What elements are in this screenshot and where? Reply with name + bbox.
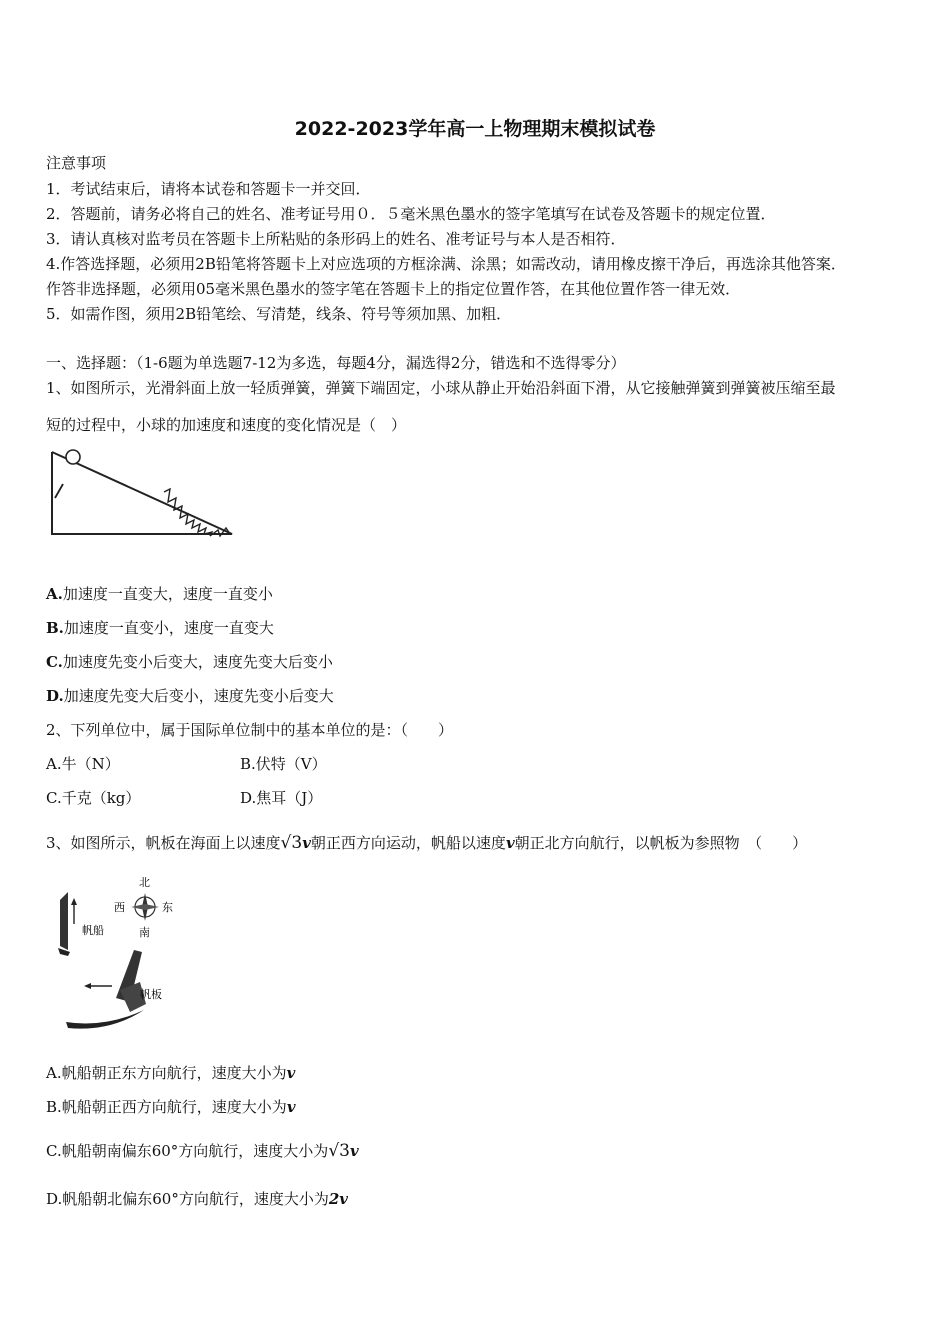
compass-icon — [131, 893, 159, 921]
ball — [66, 450, 80, 464]
q2-stem: 2、下列单位中，属于国际单位制中的基本单位的是：（ ） — [46, 721, 454, 739]
q2-option-d[interactable]: D.焦耳（J） — [240, 789, 323, 807]
q1-option-c[interactable]: C.加速度先变小后变大，速度先变大后变小 — [46, 653, 333, 671]
compass-north: 北 — [139, 876, 150, 889]
q2-option-c[interactable]: C.千克（kg） — [46, 789, 141, 807]
windsurf-label: 帆板 — [140, 988, 162, 1001]
q3-stem: 3、如图所示，帆板在海面上以速度√3v朝正西方向运动，帆船以速度v朝正北方向航行，以帆板为参照物 （ ） — [46, 833, 808, 853]
page-title: 2022-2023学年高一上物理期末模拟试卷 — [294, 118, 656, 140]
notice-item: 作答非选择题，必须用05毫米黑色墨水的签字笔在答题卡上的指定位置作答，在其他位置作答一律无效． — [46, 280, 741, 298]
q3-option-b[interactable]: B.帆船朝正西方向航行，速度大小为v — [46, 1098, 296, 1116]
notice-item: 5．如需作图，须用2B铅笔绘、写清楚，线条、符号等须加黑、加粗． — [46, 305, 512, 323]
sailboat-icon — [58, 892, 70, 956]
q1-stem: 1、如图所示，光滑斜面上放一轻质弹簧，弹簧下端固定，小球从静止开始沿斜面下滑，从它接触弹簧到弹簧被压缩至最 — [46, 379, 836, 397]
q1-option-a[interactable]: A.加速度一直变大，速度一直变小 — [46, 585, 273, 603]
q3-option-a[interactable]: A.帆船朝正东方向航行，速度大小为v — [46, 1064, 296, 1082]
sailboat-compass-figure — [50, 872, 200, 1032]
q2-option-b[interactable]: B.伏特（V） — [240, 755, 327, 773]
q3-option-d[interactable]: D.帆船朝北偏东60°方向航行，速度大小为2v — [46, 1190, 349, 1208]
notice-heading: 注意事项 — [46, 154, 107, 172]
q1-stem: 短的过程中，小球的加速度和速度的变化情况是（ ） — [46, 416, 407, 434]
compass-south: 南 — [139, 926, 150, 939]
windsurf-board-icon — [66, 950, 146, 1029]
compass-east: 东 — [162, 901, 173, 914]
sailboat-label: 帆船 — [82, 924, 104, 937]
notice-item: 4.作答选择题，必须用2B铅笔将答题卡上对应选项的方框涂满、涂黑；如需改动，请用橡皮擦干净后，再选涂其他答案． — [46, 255, 846, 273]
sqrt3-symbol: √3 — [328, 1141, 350, 1161]
q2-option-a[interactable]: A.牛（N） — [46, 755, 120, 773]
sqrt3-symbol: √3 — [280, 833, 303, 853]
notice-item: 1．考试结束后，请将本试卷和答题卡一并交回． — [46, 180, 371, 198]
incline-spring-figure — [46, 440, 241, 540]
q1-option-b[interactable]: B.加速度一直变小，速度一直变大 — [46, 619, 274, 637]
compass-west: 西 — [114, 901, 125, 914]
q3-option-c[interactable]: C.帆船朝南偏东60°方向航行，速度大小为√3v — [46, 1141, 359, 1161]
notice-item: 3．请认真核对监考员在答题卡上所粘贴的条形码上的姓名、准考证号与本人是否相符． — [46, 230, 626, 248]
notice-item: 2．答题前，请务必将自己的姓名、准考证号用０．５毫米黑色墨水的签字笔填写在试卷及答题卡的规定位置． — [46, 205, 776, 223]
section-heading: 一、选择题：（1-6题为单选题7-12为多选，每题4分，漏选得2分，错选和不选得零分） — [46, 354, 626, 372]
q1-option-d[interactable]: D.加速度先变大后变小，速度先变小后变大 — [46, 687, 334, 705]
